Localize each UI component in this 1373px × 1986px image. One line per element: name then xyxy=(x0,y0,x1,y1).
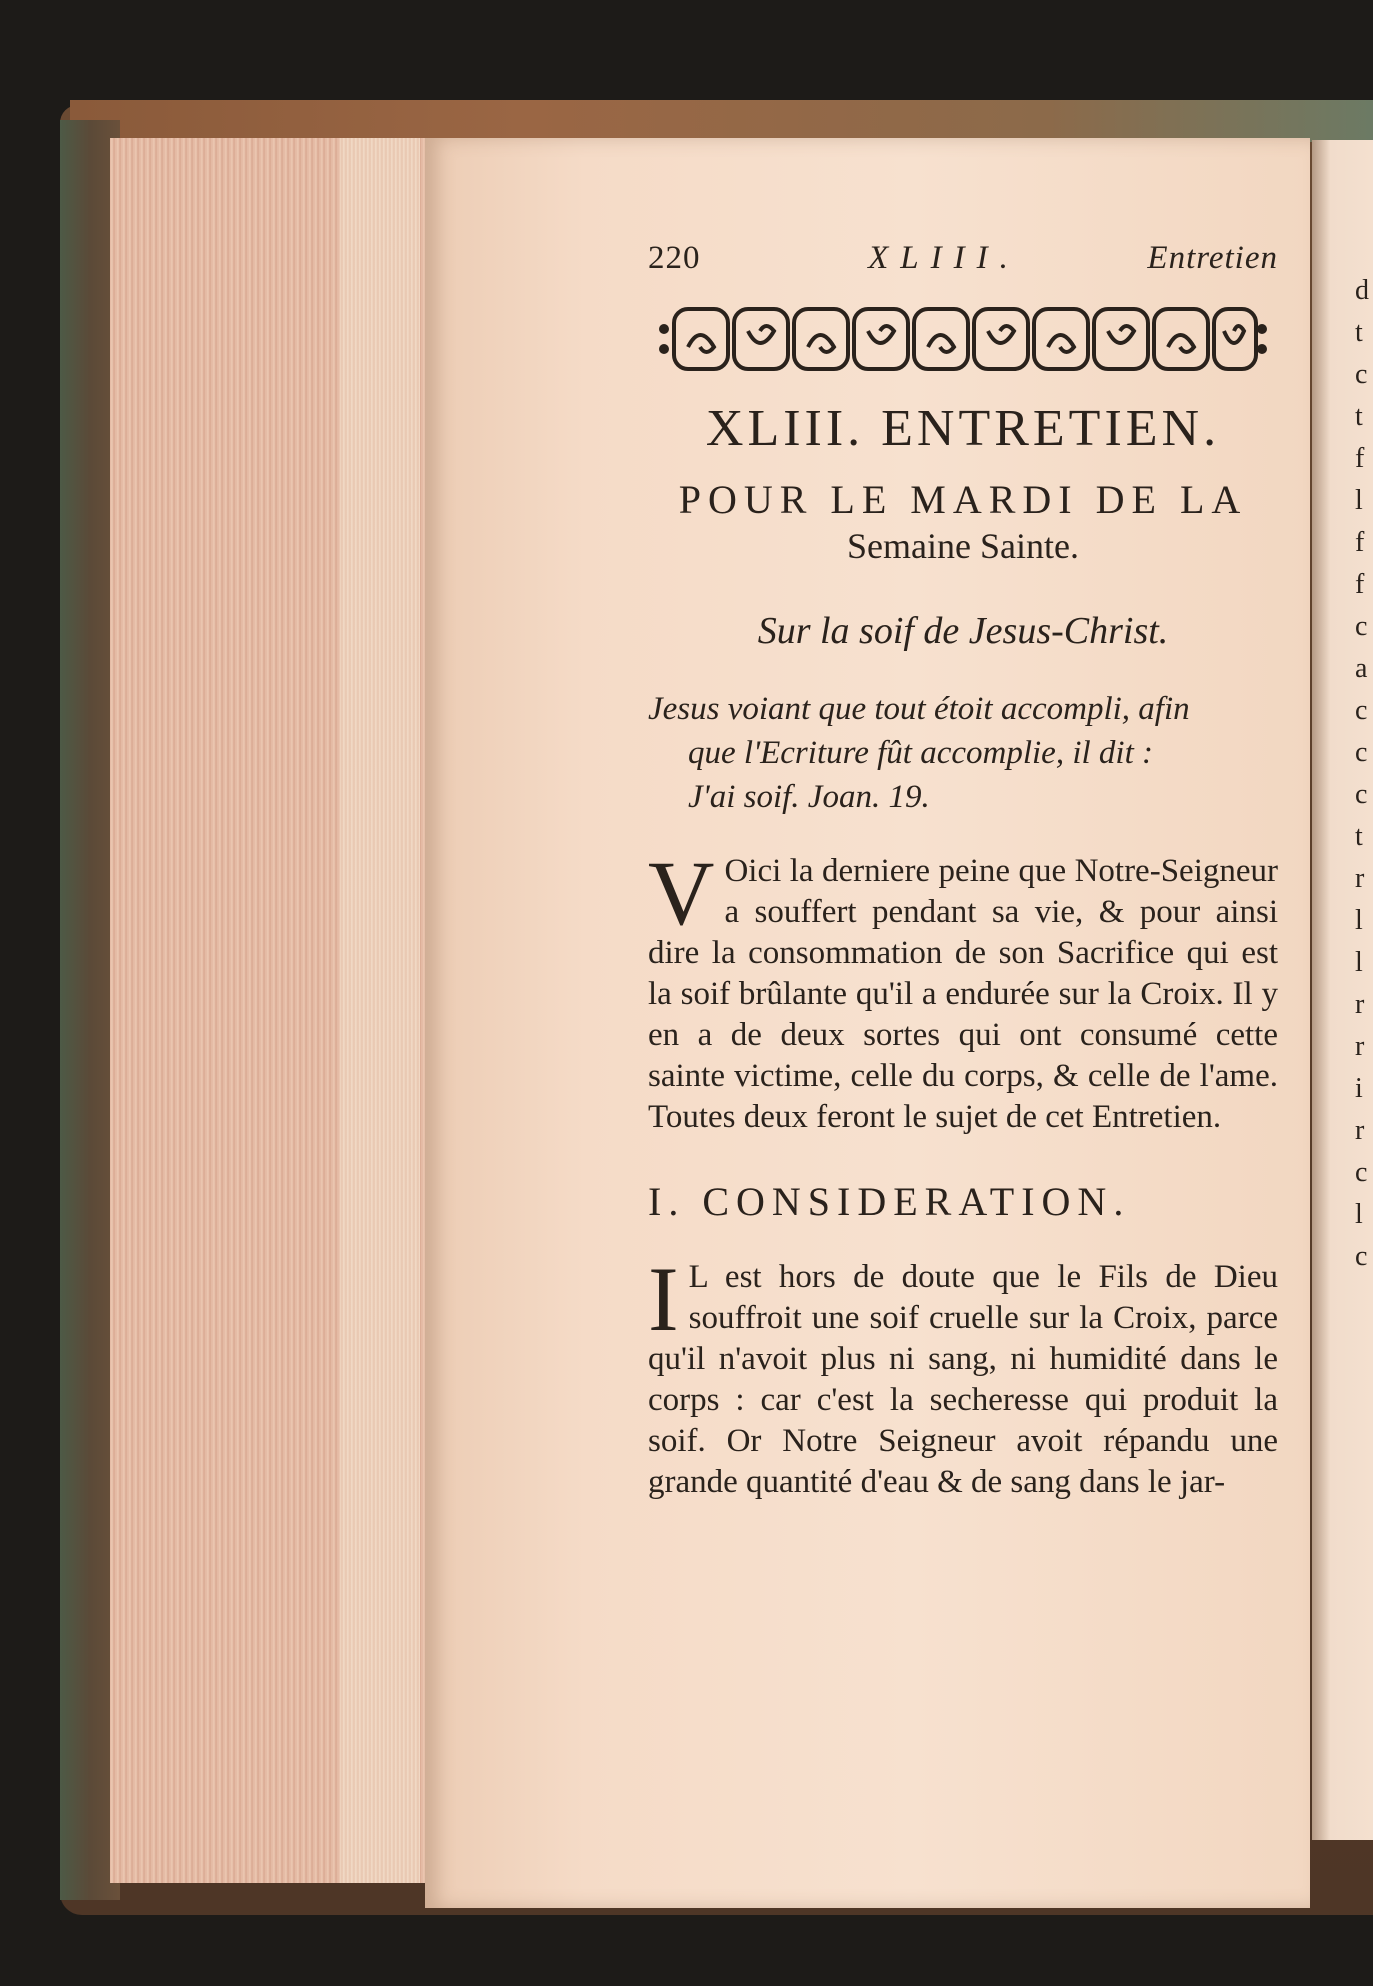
chapter-subtitle-line2: Semaine Sainte. xyxy=(847,526,1079,566)
epigraph xyxy=(648,687,1278,819)
epigraph-line: que l'Ecriture fût accomplie, il dit : xyxy=(688,735,1153,771)
chapter-subject: Sur la soif de Jesus-Christ. xyxy=(757,610,1169,652)
ornament-band xyxy=(648,301,1278,377)
drop-cap: V xyxy=(648,842,715,944)
paragraph-2 xyxy=(648,1248,1278,1503)
running-head-chapter: XLIII. xyxy=(868,240,1020,276)
drop-cap: I xyxy=(648,1248,679,1350)
cover-top-edge xyxy=(70,100,1373,142)
epigraph-line: J'ai soif. Joan. 19. xyxy=(688,779,930,815)
facing-page-letters: d t c t f l f f c a c c c t r l l r r i r c l c xyxy=(1355,275,1369,1272)
scroll-ornament-icon xyxy=(658,303,1268,375)
page-number: 220 xyxy=(648,240,701,276)
chapter-subtitle-line1: POUR LE MARDI DE LA xyxy=(678,477,1248,522)
epigraph-line: Jesus voiant que tout étoit accompli, afin xyxy=(648,691,1190,727)
chapter-title: XLIII. ENTRETIEN. xyxy=(705,400,1221,457)
paragraph-text: L est hors de doute que le Fils de Dieu souffroit une soif cruelle sur la Croix, parce qu'il n'avoit plus ni sang, ni humidité dans le corps : car c'est la secheresse qui produit la soif. Or Notre Seigneur avoit répandu une grande quantité d'eau & de sang dans le jar- xyxy=(648,1259,1278,1500)
page-text xyxy=(648,240,1278,1503)
running-head-label: Entretien xyxy=(1147,240,1278,276)
section-heading: I. CONSIDERATION. xyxy=(648,1179,1131,1224)
running-head xyxy=(648,240,1278,277)
page-edge-stripe xyxy=(340,138,420,1883)
paragraph-1 xyxy=(648,842,1278,1138)
paragraph-text: Oici la derniere peine que Notre-Seigneur a souffert pendant sa vie, & pour ainsi dire la consommation de son Sacrifice qui est la soif brûlante qu'il a endurée sur la Croix. Il y en a de deux sortes qui ont consumé cette sainte victime, celle du corps, & celle de l'ame. Toutes deux feront le sujet de cet Entretien. xyxy=(648,853,1278,1135)
